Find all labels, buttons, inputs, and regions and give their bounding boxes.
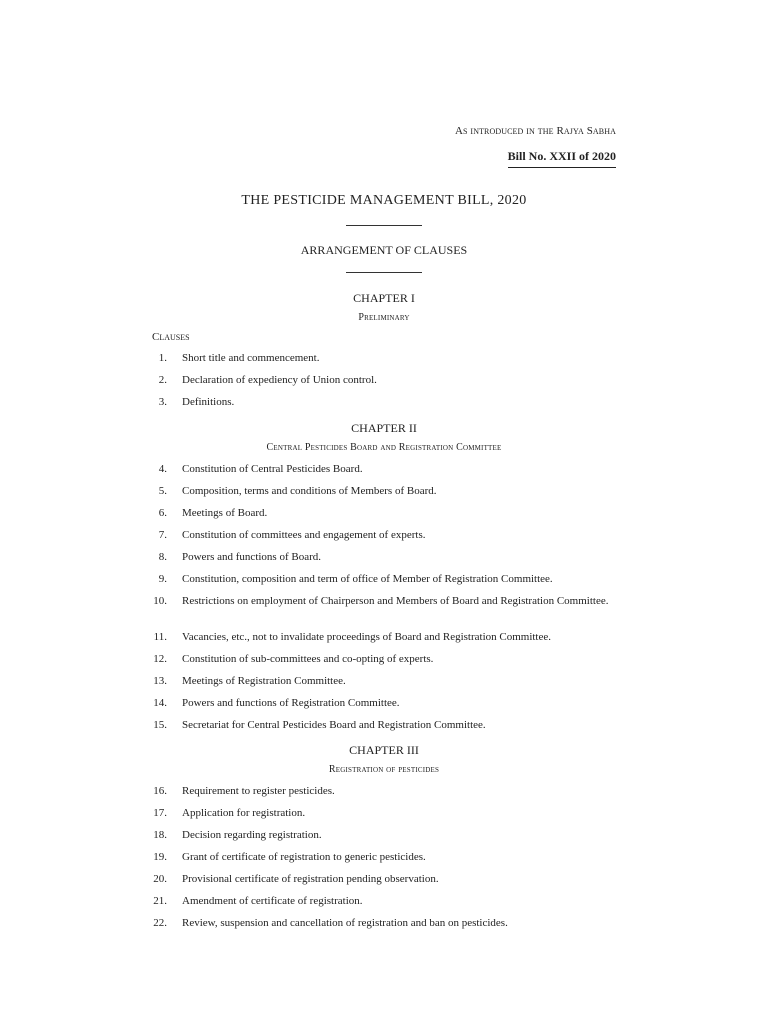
clause-text: Short title and commencement. xyxy=(182,352,320,364)
clause-number: 2. xyxy=(158,374,167,386)
clause-number: 10. xyxy=(153,595,167,607)
clause-number: 3. xyxy=(158,396,167,408)
clause-text: Declaration of expediency of Union control. xyxy=(182,374,377,386)
clause-text: Grant of certificate of registration to generic pesticides. xyxy=(182,851,426,863)
arrangement-divider xyxy=(346,272,422,273)
clause-number: 8. xyxy=(158,551,167,563)
title-divider xyxy=(346,225,422,226)
introduction-note: As introduced in the Rajya Sabha xyxy=(454,125,616,137)
clause-text: Constitution of Central Pesticides Board. xyxy=(182,463,363,475)
clause-number: 14. xyxy=(153,697,167,709)
clause-text: Definitions. xyxy=(182,396,235,408)
clause-text: Vacancies, etc., not to invalidate proceedings of Board and Registration Committee. xyxy=(182,631,552,643)
clause-number: 21. xyxy=(153,895,167,907)
clause-number: 4. xyxy=(158,463,167,475)
clause-text: Amendment of certificate of registration. xyxy=(182,895,363,907)
clause-text: Application for registration. xyxy=(182,807,306,819)
chapter-subtitle: Registration of pesticides xyxy=(328,764,440,775)
clause-number: 13. xyxy=(153,675,167,687)
chapter-heading: CHAPTER I xyxy=(353,291,415,305)
clause-text: Powers and functions of Registration Committee. xyxy=(182,697,400,709)
clause-number: 5. xyxy=(158,485,167,497)
clause-number: 15. xyxy=(153,719,167,731)
chapter-subtitle: Central Pesticides Board and Registration Committee xyxy=(266,442,502,453)
clause-number: 17. xyxy=(153,807,167,819)
chapter-heading: CHAPTER III xyxy=(349,743,419,757)
bill-number: Bill No. XXII of 2020 xyxy=(508,149,616,168)
clause-number: 22. xyxy=(153,917,167,929)
clause-number: 7. xyxy=(158,529,167,541)
clause-number: 9. xyxy=(158,573,167,585)
clause-text: Constitution, composition and term of office of Member of Registration Committee. xyxy=(182,573,553,585)
clause-text: Meetings of Registration Committee. xyxy=(182,675,346,687)
clause-text: Review, suspension and cancellation of registration and ban on pesticides. xyxy=(182,917,508,929)
clause-text: Decision regarding registration. xyxy=(182,829,322,841)
clause-number: 11. xyxy=(153,631,167,643)
clause-text: Powers and functions of Board. xyxy=(182,551,322,563)
clause-number: 19. xyxy=(153,851,167,863)
clause-number: 12. xyxy=(153,653,167,665)
clause-text: Composition, terms and conditions of Members of Board. xyxy=(182,485,437,497)
clause-text: Requirement to register pesticides. xyxy=(182,785,335,797)
arrangement-heading: ARRANGEMENT OF CLAUSES xyxy=(300,243,468,257)
clause-text: Provisional certificate of registration pending observation. xyxy=(182,873,439,885)
clause-number: 6. xyxy=(158,507,167,519)
clause-text: Constitution of sub-committees and co-opting of experts. xyxy=(182,653,434,665)
clause-text: Restrictions on employment of Chairperson and Members of Board and Registration Committee. xyxy=(182,595,609,607)
chapter-subtitle: Preliminary xyxy=(358,312,410,323)
clause-text: Meetings of Board. xyxy=(182,507,268,519)
clause-number: 16. xyxy=(153,785,167,797)
clauses-heading: Clauses xyxy=(152,331,190,343)
clause-number: 18. xyxy=(153,829,167,841)
bill-title: THE PESTICIDE MANAGEMENT BILL, 2020 xyxy=(241,193,527,208)
clause-text: Constitution of committees and engagement of experts. xyxy=(182,529,426,541)
chapter-heading: CHAPTER II xyxy=(351,421,417,435)
clause-number: 20. xyxy=(153,873,167,885)
clause-number: 1. xyxy=(158,352,167,364)
clause-text: Secretariat for Central Pesticides Board and Registration Committee. xyxy=(182,719,486,731)
